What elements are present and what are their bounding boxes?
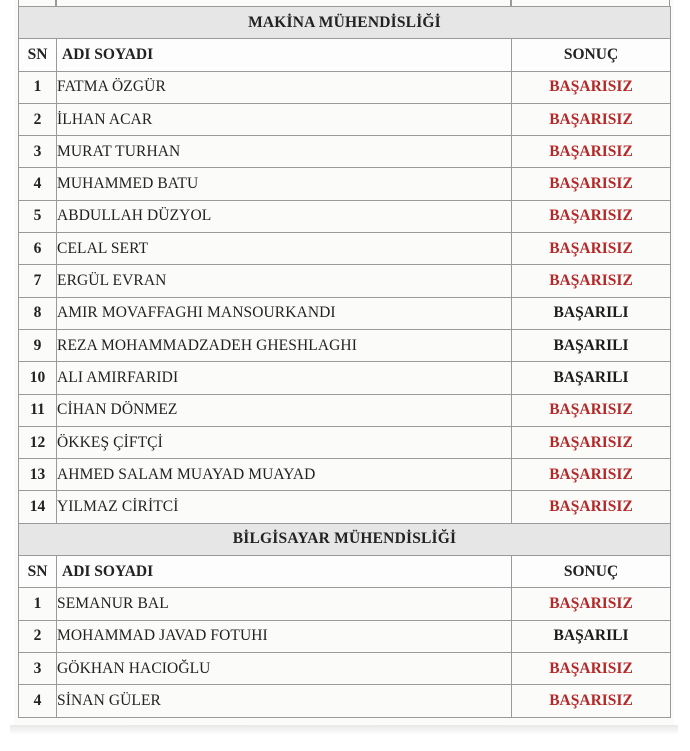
result-fail: BAŞARISIZ bbox=[512, 491, 671, 523]
result-pass: BAŞARILI bbox=[512, 297, 671, 329]
result-fail: BAŞARISIZ bbox=[512, 233, 671, 265]
row-number: 2 bbox=[19, 620, 57, 652]
row-number: 9 bbox=[19, 329, 57, 361]
row-number: 14 bbox=[19, 491, 57, 523]
row-number: 8 bbox=[19, 297, 57, 329]
column-header-row bbox=[19, 556, 671, 588]
student-name: YILMAZ CİRİTCİ bbox=[57, 491, 512, 523]
result-pass: BAŞARILI bbox=[512, 620, 671, 652]
student-name: SEMANUR BAL bbox=[57, 588, 512, 620]
table-row bbox=[19, 136, 671, 168]
result-fail: BAŞARISIZ bbox=[512, 459, 671, 491]
column-header-name: ADI SOYADI bbox=[57, 556, 512, 588]
result-fail: BAŞARISIZ bbox=[512, 265, 671, 297]
result-fail: BAŞARISIZ bbox=[512, 652, 671, 684]
table-row bbox=[19, 168, 671, 200]
row-number: 5 bbox=[19, 200, 57, 232]
result-pass: BAŞARILI bbox=[512, 329, 671, 361]
row-number: 1 bbox=[19, 71, 57, 103]
section-title-row bbox=[19, 7, 671, 39]
section-title: MAKİNA MÜHENDİSLİĞİ bbox=[19, 7, 671, 39]
table-row bbox=[19, 685, 671, 717]
result-fail: BAŞARISIZ bbox=[512, 588, 671, 620]
row-number: 13 bbox=[19, 459, 57, 491]
student-name: CİHAN DÖNMEZ bbox=[57, 394, 512, 426]
table-row bbox=[19, 233, 671, 265]
results-table bbox=[18, 6, 671, 718]
result-pass: BAŞARILI bbox=[512, 362, 671, 394]
column-header-name: ADI SOYADI bbox=[57, 39, 512, 71]
table-row bbox=[19, 362, 671, 394]
table-row bbox=[19, 459, 671, 491]
student-name: ABDULLAH DÜZYOL bbox=[57, 200, 512, 232]
row-number: 1 bbox=[19, 588, 57, 620]
sheet-shadow bbox=[10, 725, 678, 735]
result-fail: BAŞARISIZ bbox=[512, 168, 671, 200]
result-fail: BAŞARISIZ bbox=[512, 426, 671, 458]
table-row bbox=[19, 329, 671, 361]
student-name: FATMA ÖZGÜR bbox=[57, 71, 512, 103]
row-number: 4 bbox=[19, 685, 57, 717]
student-name: MOHAMMAD JAVAD FOTUHI bbox=[57, 620, 512, 652]
row-number: 6 bbox=[19, 233, 57, 265]
student-name: MURAT TURHAN bbox=[57, 136, 512, 168]
table-row bbox=[19, 103, 671, 135]
row-number: 2 bbox=[19, 103, 57, 135]
row-number: 4 bbox=[19, 168, 57, 200]
table-row bbox=[19, 620, 671, 652]
student-name: SİNAN GÜLER bbox=[57, 685, 512, 717]
results-sheet bbox=[14, 0, 674, 725]
table-row bbox=[19, 71, 671, 103]
row-number: 11 bbox=[19, 394, 57, 426]
table-row bbox=[19, 394, 671, 426]
student-name: CELAL SERT bbox=[57, 233, 512, 265]
table-row bbox=[19, 200, 671, 232]
result-fail: BAŞARISIZ bbox=[512, 71, 671, 103]
column-header-result: SONUÇ bbox=[512, 556, 671, 588]
row-number: 3 bbox=[19, 652, 57, 684]
table-row bbox=[19, 297, 671, 329]
section-title-row bbox=[19, 523, 671, 555]
table-row bbox=[19, 652, 671, 684]
student-name: ALI AMIRFARIDI bbox=[57, 362, 512, 394]
column-header-sn: SN bbox=[19, 39, 57, 71]
row-number: 3 bbox=[19, 136, 57, 168]
student-name: MUHAMMED BATU bbox=[57, 168, 512, 200]
table-row bbox=[19, 491, 671, 523]
student-name: REZA MOHAMMADZADEH GHESHLAGHI bbox=[57, 329, 512, 361]
column-header-row bbox=[19, 39, 671, 71]
row-number: 10 bbox=[19, 362, 57, 394]
row-number: 12 bbox=[19, 426, 57, 458]
result-fail: BAŞARISIZ bbox=[512, 136, 671, 168]
student-name: GÖKHAN HACIOĞLU bbox=[57, 652, 512, 684]
student-name: İLHAN ACAR bbox=[57, 103, 512, 135]
student-name: AHMED SALAM MUAYAD MUAYAD bbox=[57, 459, 512, 491]
column-header-result: SONUÇ bbox=[512, 39, 671, 71]
result-fail: BAŞARISIZ bbox=[512, 394, 671, 426]
student-name: AMIR MOVAFFAGHI MANSOURKANDI bbox=[57, 297, 512, 329]
row-number: 7 bbox=[19, 265, 57, 297]
result-fail: BAŞARISIZ bbox=[512, 200, 671, 232]
result-fail: BAŞARISIZ bbox=[512, 685, 671, 717]
section-title: BİLGİSAYAR MÜHENDİSLİĞİ bbox=[19, 523, 671, 555]
table-row bbox=[19, 265, 671, 297]
student-name: ERGÜL EVRAN bbox=[57, 265, 512, 297]
table-row bbox=[19, 588, 671, 620]
result-fail: BAŞARISIZ bbox=[512, 103, 671, 135]
table-row bbox=[19, 426, 671, 458]
column-header-sn: SN bbox=[19, 556, 57, 588]
student-name: ÖKKEŞ ÇİFTÇİ bbox=[57, 426, 512, 458]
